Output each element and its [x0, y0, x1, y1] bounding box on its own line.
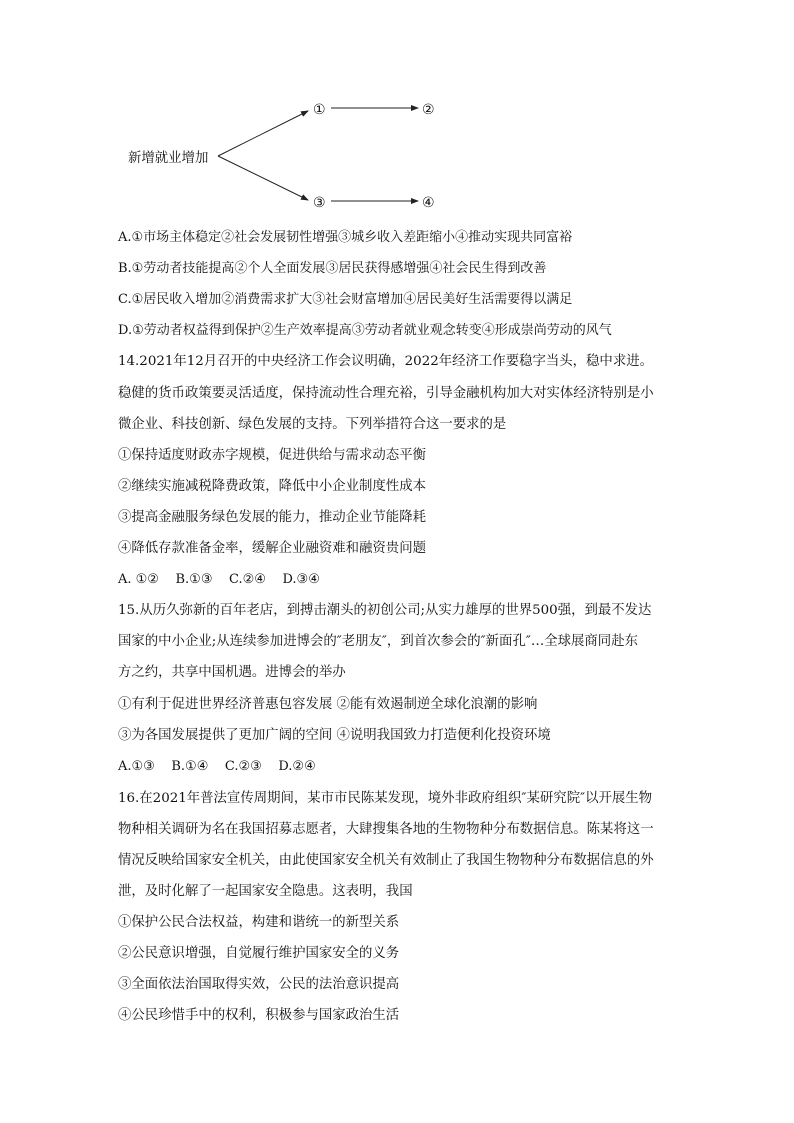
q13-option-c: C.①居民收入增加②消费需求扩大③社会财富增加④居民美好生活需要得以满足 [118, 292, 573, 307]
q13-option-a: A.①市场主体稳定②社会发展韧性增强③城乡收入差距缩小④推动实现共同富裕 [118, 230, 573, 245]
diagram-node-2: ② [422, 102, 435, 118]
q15-answer-choices: A.①③ B.①④ C.②③ D.②④ [118, 759, 316, 774]
diagram-node-4: ④ [422, 195, 435, 211]
q14-item: ②继续实施减税降费政策，降低中小企业制度性成本 [118, 479, 426, 494]
diagram-root-label: 新增就业增加 [128, 151, 209, 166]
q15-stem-line: 方之约，共享中国机遇。进博会的举办 [118, 665, 346, 680]
q14-stem-line: 14.2021年12月召开的中央经济工作会议明确，2022年经济工作要稳字当头，稳中求进。 [118, 354, 653, 369]
q15-stem-line: 15.从历久弥新的百年老店，到搏击潮头的初创公司;从实力雄厚的世界500强，到最不发达 [118, 603, 652, 618]
flow-diagram [0, 0, 794, 230]
q14-item: ④降低存款准备金率，缓解企业融资难和融资贵问题 [118, 541, 426, 556]
q16-stem-line: 物种相关调研为名在我国招募志愿者，大肆搜集各地的生物物种分布数据信息。陈某将这一 [118, 822, 654, 837]
q16-item: ③全面依法治国取得实效，公民的法治意识提高 [118, 977, 400, 992]
q16-item: ②公民意识增强，自觉履行维护国家安全的义务 [118, 946, 400, 961]
q15-stem-line: 国家的中小企业;从连续参加进博会的″老朋友″，到首次参会的″新面孔″…全球展商同赴东 [118, 634, 638, 649]
q16-item: ①保护公民合法权益，构建和谐统一的新型关系 [118, 915, 400, 930]
q15-item: ③为各国发展提供了更加广阔的空间 ④说明我国致力打造便利化投资环境 [118, 728, 551, 743]
arrow-root-to-node1 [218, 111, 308, 156]
q15-item: ①有利于促进世界经济普惠包容发展 ②能有效遏制逆全球化浪潮的影响 [118, 697, 538, 712]
q14-stem-line: 稳健的货币政策要灵活适度，保持流动性合理充裕，引导金融机构加大对实体经济特别是小 [118, 386, 654, 401]
q14-item: ③提高金融服务绿色发展的能力，推动企业节能降耗 [118, 510, 426, 525]
diagram-node-3: ③ [313, 195, 326, 211]
arrow-root-to-node3 [218, 156, 308, 200]
q14-stem-line: 微企业、科技创新、绿色发展的支持。下列举措符合这一要求的是 [118, 417, 507, 432]
q16-stem-line: 情况反映给国家安全机关，由此使国家安全机关有效制止了我国生物物种分布数据信息的外 [118, 853, 654, 868]
diagram-node-1: ① [313, 102, 326, 118]
q13-option-b: B.①劳动者技能提高②个人全面发展③居民获得感增强④社会民生得到改善 [118, 261, 547, 276]
q14-answer-choices: A. ①② B.①③ C.②④ D.③④ [118, 572, 320, 587]
q16-stem-line: 16.在2021年普法宣传周期间，某市市民陈某发现，境外非政府组织″某研究院″以开展生物 [118, 791, 653, 806]
q16-item: ④公民珍惜手中的权利，积极参与国家政治生活 [118, 1008, 400, 1023]
q14-item: ①保持适度财政赤字规模，促进供给与需求动态平衡 [118, 448, 426, 463]
q13-option-d: D.①劳动者权益得到保护②生产效率提高③劳动者就业观念转变④形成崇尚劳动的风气 [118, 323, 612, 338]
q16-stem-line: 泄，及时化解了一起国家安全隐患。这表明，我国 [118, 884, 413, 899]
